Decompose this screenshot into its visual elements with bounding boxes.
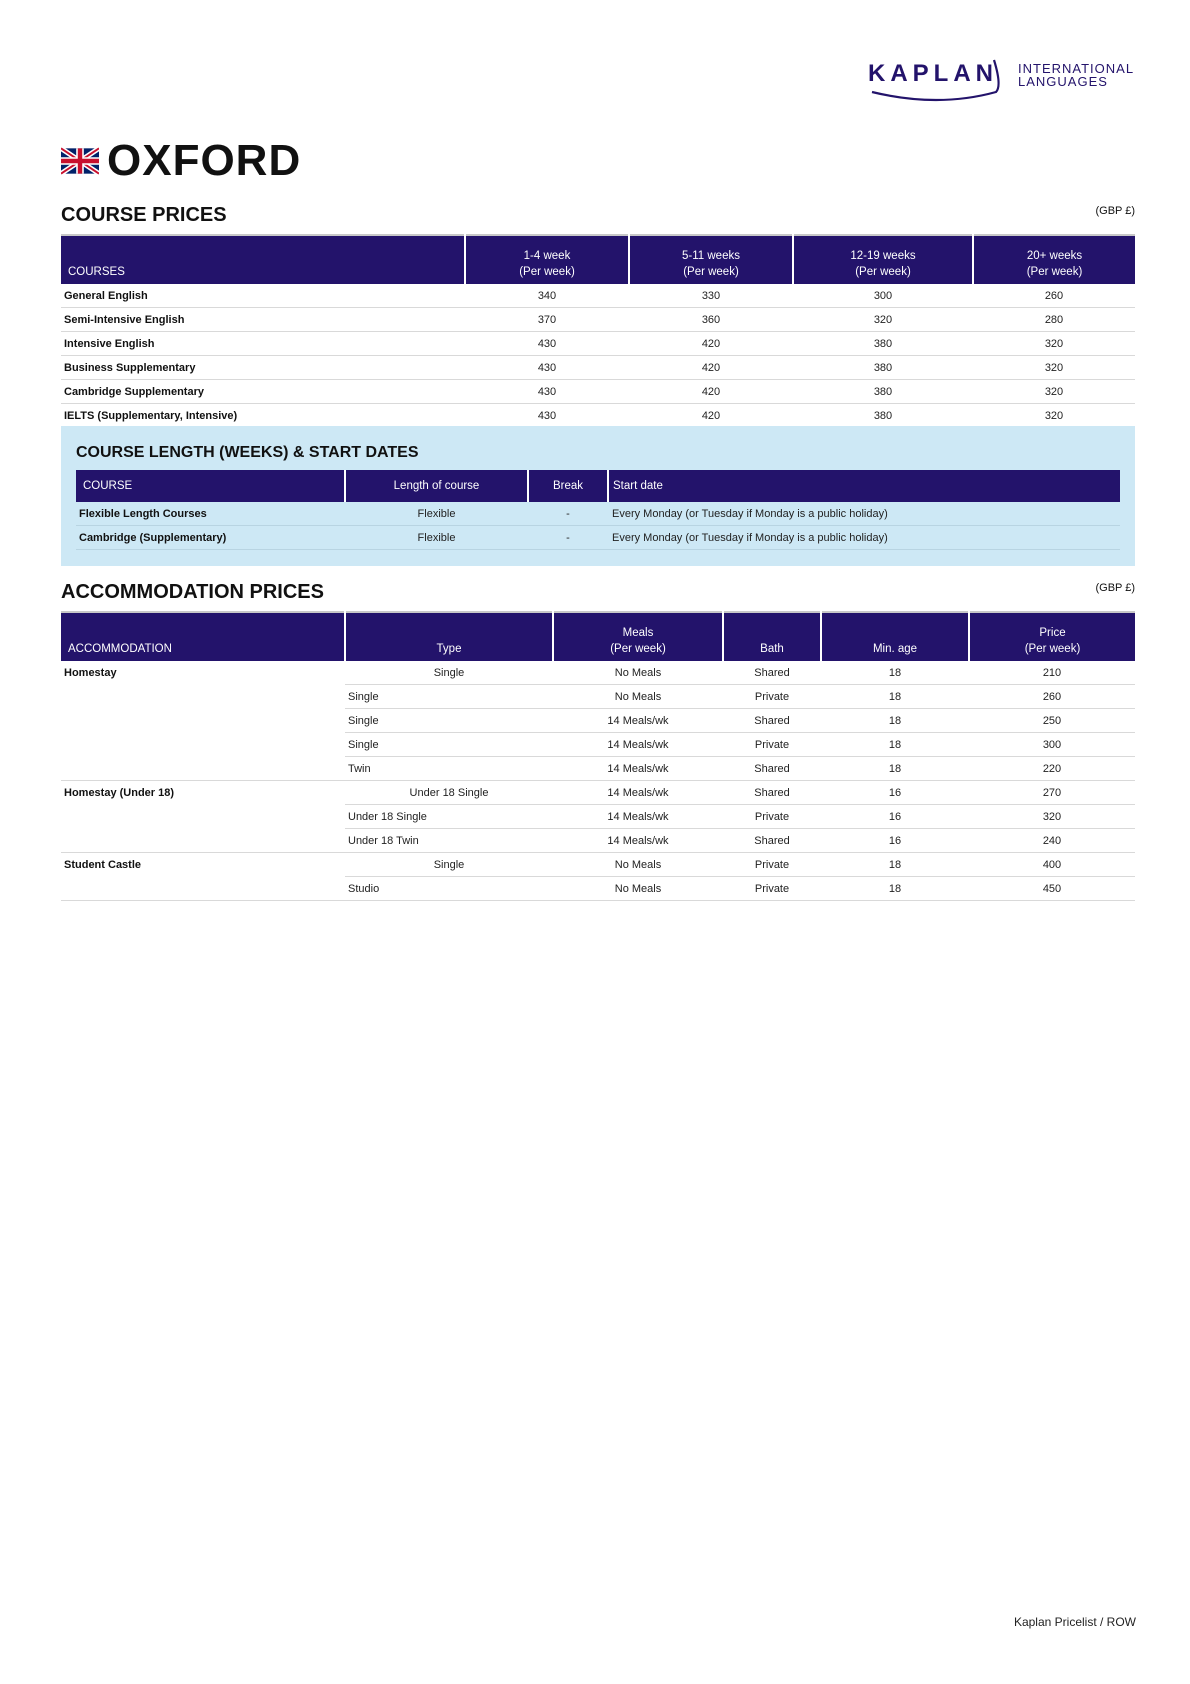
course-break: - [528,502,608,526]
accommodation-prices-table [61,611,1135,901]
room-type: Twin [345,757,553,781]
price-cell: 340 [465,284,629,308]
price-cell: 320 [793,308,973,332]
course-start-date: Every Monday (or Tuesday if Monday is a public holiday) [608,526,1120,550]
price-cell: 380 [793,356,973,380]
header-cell: Min. age [821,612,969,661]
header-cell: 1-4 week (Per week) [465,235,629,284]
room-type: Single [345,733,553,757]
table-header-row [61,612,1135,661]
bath: Shared [723,829,821,853]
price-cell: 380 [793,380,973,404]
price-cell: 450 [969,877,1135,901]
meals: 14 Meals/wk [553,733,723,757]
meals: No Meals [553,685,723,709]
price-cell: 260 [973,284,1135,308]
table-row [76,526,1120,550]
min-age: 16 [821,805,969,829]
min-age: 18 [821,853,969,877]
price-cell: 430 [465,404,629,428]
course-name: Cambridge Supplementary [61,380,465,404]
header-length: Length of course [345,470,528,502]
room-type: Under 18 Single [345,805,553,829]
room-type: Studio [345,877,553,901]
page-title: OXFORD [107,136,302,185]
header-cell: Bath [723,612,821,661]
bath: Shared [723,781,821,805]
bath: Shared [723,661,821,685]
table-row [61,308,1135,332]
bath: Private [723,685,821,709]
course-currency-note: (GBP £) [1095,205,1135,217]
price-cell: 320 [973,356,1135,380]
logo-wordmark: KAPLAN [868,60,998,87]
room-type: Under 18 Single [345,781,553,805]
meals: No Meals [553,877,723,901]
meals: 14 Meals/wk [553,805,723,829]
price-cell: 430 [465,332,629,356]
course-name: Semi-Intensive English [61,308,465,332]
table-row [61,661,1135,685]
room-type: Under 18 Twin [345,829,553,853]
room-type: Single [345,685,553,709]
footer-text: Kaplan Pricelist / ROW [1013,1615,1136,1629]
city-heading [61,136,301,186]
course-name: Intensive English [61,332,465,356]
header-break: Break [528,470,608,502]
price-cell: 240 [969,829,1135,853]
price-cell: 330 [629,284,793,308]
price-cell: 420 [629,332,793,356]
min-age: 18 [821,877,969,901]
min-age: 18 [821,733,969,757]
bath: Shared [723,757,821,781]
price-cell: 210 [969,661,1135,685]
accommodation-name: Homestay [61,661,345,781]
table-row [61,380,1135,404]
accommodation-name: Student Castle [61,853,345,901]
room-type: Single [345,853,553,877]
course-name: Business Supplementary [61,356,465,380]
course-length: Flexible [345,526,528,550]
table-row [61,404,1135,428]
accommodation-currency-note: (GBP £) [1095,582,1135,594]
course-start-date: Every Monday (or Tuesday if Monday is a public holiday) [608,502,1120,526]
meals: No Meals [553,661,723,685]
course-name: General English [61,284,465,308]
table-row [61,781,1135,805]
room-type: Single [345,709,553,733]
course-prices-table [61,234,1135,428]
price-cell: 430 [465,380,629,404]
header-cell: Price (Per week) [969,612,1135,661]
price-cell: 300 [969,733,1135,757]
bath: Shared [723,709,821,733]
logo-subtitle: INTERNATIONAL LANGUAGES [1018,61,1135,89]
meals: 14 Meals/wk [553,709,723,733]
course-dates-table [76,470,1120,550]
header-cell: 20+ weeks (Per week) [973,235,1135,284]
min-age: 16 [821,781,969,805]
header-start-date: Start date [608,470,1120,502]
bath: Private [723,733,821,757]
price-cell: 320 [973,332,1135,356]
price-cell: 320 [969,805,1135,829]
header-cell: Meals (Per week) [553,612,723,661]
accommodation-name: Homestay (Under 18) [61,781,345,853]
price-cell: 420 [629,356,793,380]
table-row [61,284,1135,308]
min-age: 18 [821,757,969,781]
table-header-row [76,470,1120,502]
price-cell: 430 [465,356,629,380]
meals: 14 Meals/wk [553,829,723,853]
meals: 14 Meals/wk [553,781,723,805]
min-age: 16 [821,829,969,853]
course-name: Flexible Length Courses [76,502,345,526]
room-type: Single [345,661,553,685]
header-cell: ACCOMMODATION [61,612,345,661]
course-name: Cambridge (Supplementary) [76,526,345,550]
header-course: COURSE [76,470,345,502]
price-cell: 420 [629,404,793,428]
meals: 14 Meals/wk [553,757,723,781]
bath: Private [723,853,821,877]
header-cell: 12-19 weeks (Per week) [793,235,973,284]
course-name: IELTS (Supplementary, Intensive) [61,404,465,428]
table-row [76,502,1120,526]
course-prices-title: COURSE PRICES [61,204,227,226]
price-cell: 280 [973,308,1135,332]
price-cell: 360 [629,308,793,332]
price-cell: 250 [969,709,1135,733]
uk-flag-icon [61,147,99,175]
price-cell: 420 [629,380,793,404]
accommodation-prices-title: ACCOMMODATION PRICES [61,581,324,603]
kaplan-logo [868,56,1140,104]
price-cell: 320 [973,380,1135,404]
header-cell: Type [345,612,553,661]
table-row [61,356,1135,380]
price-cell: 260 [969,685,1135,709]
price-cell: 220 [969,757,1135,781]
bath: Private [723,877,821,901]
table-row [61,332,1135,356]
course-length: Flexible [345,502,528,526]
price-cell: 380 [793,332,973,356]
header-cell: COURSES [61,235,465,284]
price-cell: 400 [969,853,1135,877]
course-break: - [528,526,608,550]
table-header-row [61,235,1135,284]
course-dates-panel [61,426,1135,566]
meals: No Meals [553,853,723,877]
min-age: 18 [821,661,969,685]
course-dates-title: COURSE LENGTH (WEEKS) & START DATES [76,444,419,461]
bath: Private [723,805,821,829]
price-cell: 380 [793,404,973,428]
price-cell: 320 [973,404,1135,428]
table-row [61,853,1135,877]
min-age: 18 [821,685,969,709]
header-cell: 5-11 weeks (Per week) [629,235,793,284]
price-cell: 300 [793,284,973,308]
price-cell: 270 [969,781,1135,805]
price-cell: 370 [465,308,629,332]
min-age: 18 [821,709,969,733]
